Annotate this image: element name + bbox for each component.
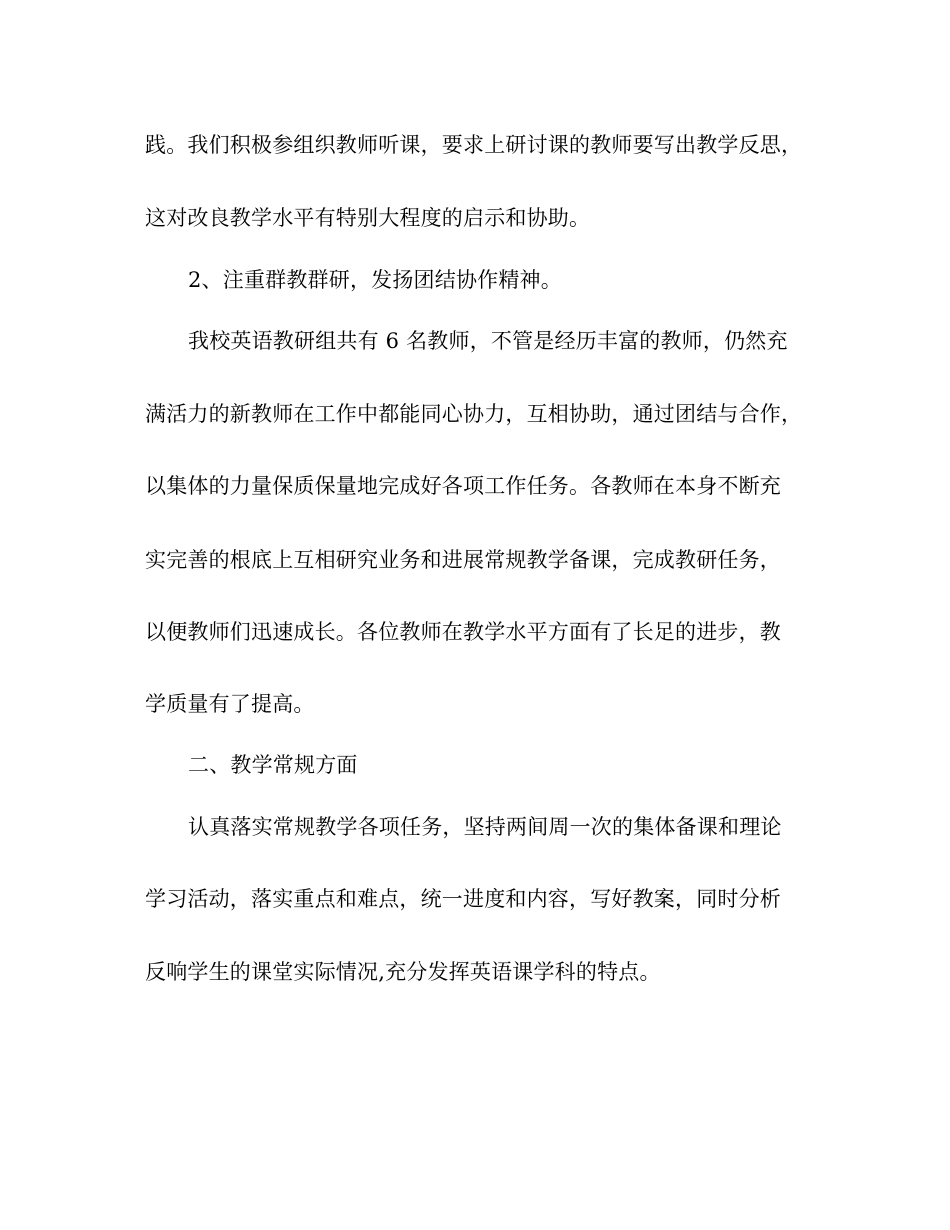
paragraph-line-6: 以集体的力量保质保量地完成好各项工作任务。各教师在本身不断充 <box>145 474 781 498</box>
section-heading-cooperation: 2、注重群教群研，发扬团结协作精神。 <box>188 268 562 292</box>
paragraph-line-9: 学质量有了提高。 <box>145 692 315 716</box>
paragraph-line-4: 我校英语教研组共有 6 名教师，不管是经历丰富的教师，仍然充 <box>188 329 788 353</box>
paragraph-line-11: 认真落实常规教学各项任务，坚持两间周一次的集体备课和理论 <box>188 815 782 839</box>
paragraph-line-7: 实完善的根底上互相研究业务和进展常规教学备课，完成教研任务， <box>145 548 781 572</box>
paragraph-line-1: 践。我们积极参组织教师听课，要求上研讨课的教师要写出教学反思， <box>145 133 803 157</box>
section-heading-teaching-routine: 二、教学常规方面 <box>188 753 358 777</box>
paragraph-line-2: 这对改良教学水平有特别大程度的启示和协助。 <box>145 206 591 230</box>
paragraph-line-13: 反响学生的课堂实际情况,充分发挥英语课学科的特点。 <box>145 960 661 984</box>
paragraph-line-8: 以便教师们迅速成长。各位教师在教学水平方面有了长足的进步，教 <box>145 620 781 644</box>
paragraph-line-12: 学习活动，落实重点和难点，统一进度和内容，写好教案，同时分析 <box>145 887 781 911</box>
paragraph-line-5: 满活力的新教师在工作中都能同心协力，互相协助，通过团结与合作， <box>145 402 803 426</box>
